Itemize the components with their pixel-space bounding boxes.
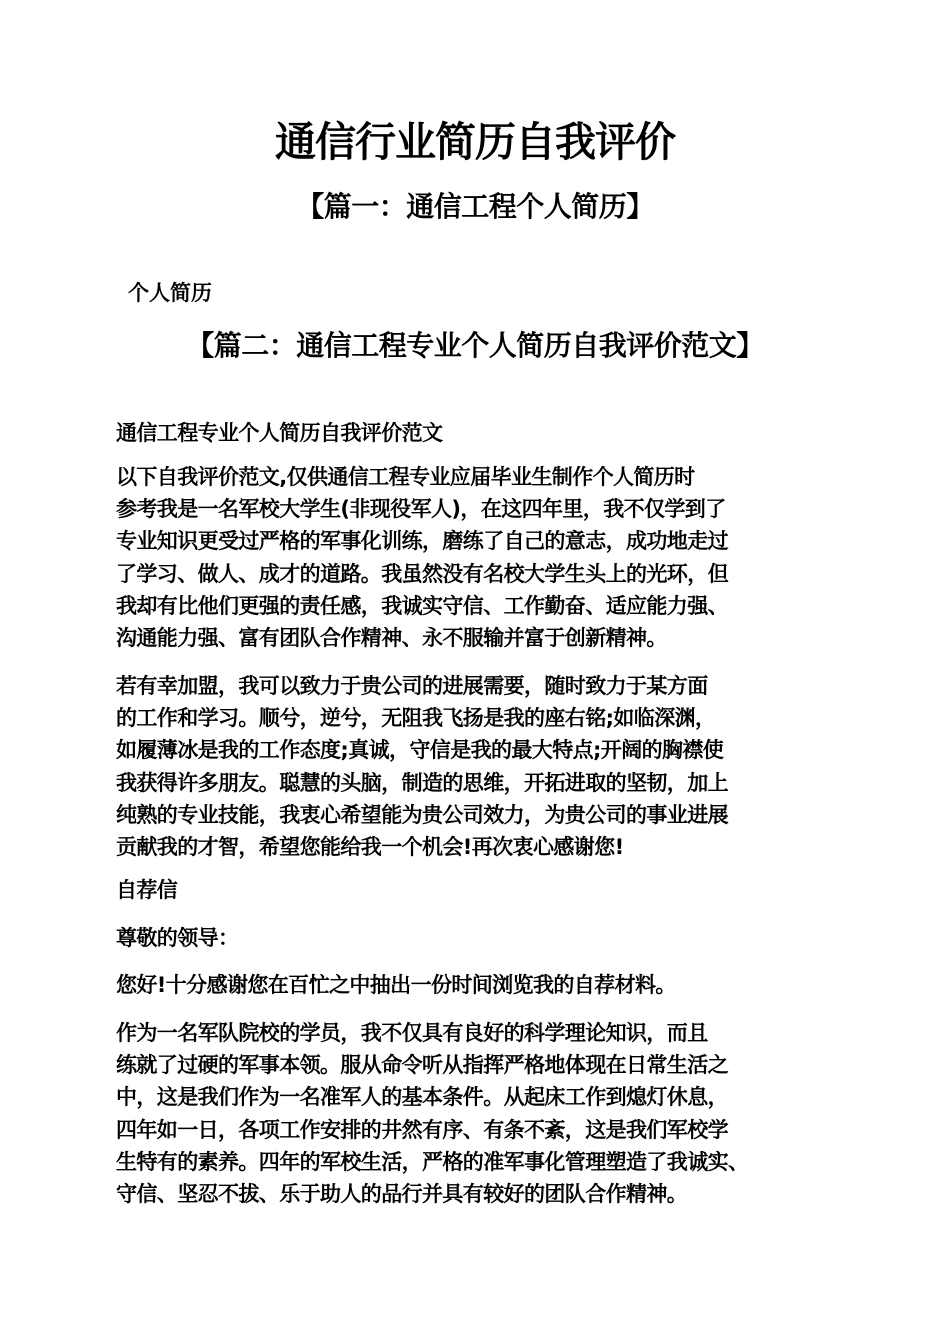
salutation: 尊敬的领导：: [116, 926, 239, 950]
section-heading-1: 【篇一：通信工程个人简历】: [296, 190, 654, 223]
section-label-resume: 个人简历: [128, 281, 212, 305]
cover-letter-heading: 自荐信: [116, 878, 178, 902]
section-heading-2: 【篇二：通信工程专业个人简历自我评价范文】: [186, 329, 764, 362]
document-title: 通信行业简历自我评价: [275, 118, 675, 166]
body-paragraph: 作为一名军队院校的学员，我不仅具有良好的科学理论知识，而且 练就了过硬的军事本领。服从命令听从指挥严格地体现在日常生活之 中，这是我们作为一名准军人的基本条件。从起床工作到熄灯休息， 四年如一日，各项工作安排的井然有序、有条不紊，这是我们军校学 生特有的素养。四年的军校生活，严格的准军事化管理塑造了我诚实、 守信、坚忍不拔、乐于助人的品行并具有较好的团队合作精神。: [116, 1021, 749, 1207]
section-subtitle: 通信工程专业个人简历自我评价范文: [116, 421, 443, 445]
greeting-paragraph: 您好!十分感谢您在百忙之中抽出一份时间浏览我的自荐材料。: [116, 973, 676, 997]
paragraph-intro: 以下自我评价范文,仅供通信工程专业应届毕业生制作个人简历时 参考我是一名军校大学生(非现役军人)，在这四年里，我不仅学到了 专业知识更受过严格的军事化训练，磨练了自己的意志，成功地走过 了学习、做人、成才的道路。我虽然没有名校大学生头上的光环，但 我却有比他们更强的责任感，我诚实守信、工作勤奋、适应能力强、 沟通能力强、富有团队合作精神、永不服输并富于创新精神。: [116, 465, 728, 651]
paragraph-join: 若有幸加盟，我可以致力于贵公司的进展需要，随时致力于某方面 的工作和学习。顺兮，逆兮，无阻我飞扬是我的座右铭;如临深渊， 如履薄冰是我的工作态度;真诚，守信是我的最大特点;开阔的胸襟使 我获得许多朋友。聪慧的头脑，制造的思维，开拓进取的坚韧，加上 纯熟的专业技能，我衷心希望能为贵公司效力，为贵公司的事业进展 贡献我的才智，希望您能给我一个机会!再次衷心感谢您!: [116, 674, 728, 860]
